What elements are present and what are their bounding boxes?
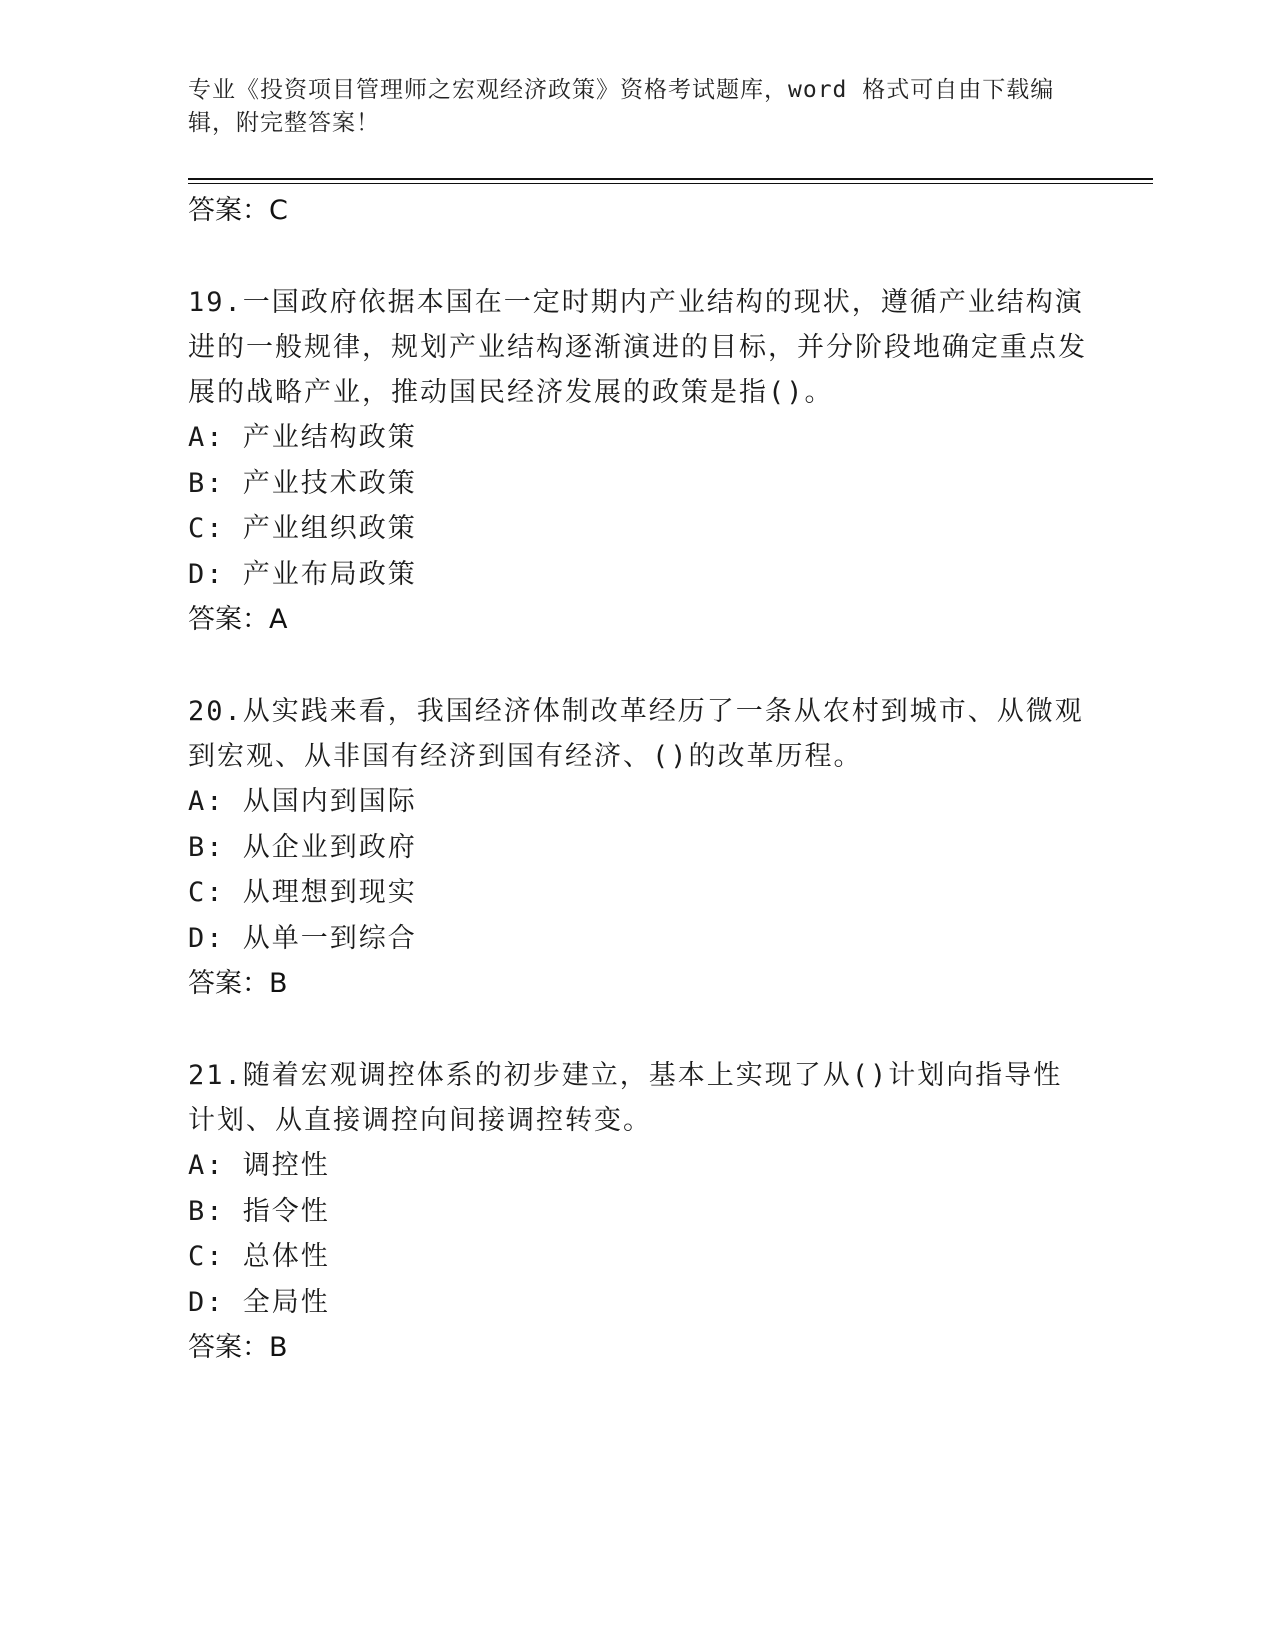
header-divider-thick xyxy=(188,178,1153,180)
option-c: C: 总体性 xyxy=(188,1241,330,1272)
question-stem: 21.随着宏观调控体系的初步建立，基本上实现了从()计划向指导性计划、从直接调控向间接调控转变。 xyxy=(188,1060,1063,1136)
page-header: 专业《投资项目管理师之宏观经济政策》资格考试题库，word 格式可自由下载编辑，附完整答案！ xyxy=(188,77,1055,136)
option-d: D: 从单一到综合 xyxy=(188,922,417,954)
question-stem: 20.从实践来看，我国经济体制改革经历了一条从农村到城市、从微观到宏观、从非国有经济到国有经济、()的改革历程。 xyxy=(188,696,1084,772)
question-stem: 19.一国政府依据本国在一定时期内产业结构的现状，遵循产业结构演进的一般规律，规划产业结构逐渐演进的目标，并分阶段地确定重点发展的战略产业，推动国民经济发展的政策是指()。 xyxy=(188,287,1087,408)
question-list xyxy=(188,188,1088,1417)
header-divider-thin xyxy=(188,183,1153,184)
option-a: A: 调控性 xyxy=(188,1150,330,1181)
option-b: B: 从企业到政府 xyxy=(188,831,417,863)
answer-previous: 答案：C xyxy=(188,195,288,226)
option-a: A: 产业结构政策 xyxy=(188,422,417,453)
option-b: B: 产业技术政策 xyxy=(188,467,417,499)
question-21 xyxy=(188,1053,1088,1371)
question-19 xyxy=(188,280,1088,643)
option-d: D: 产业布局政策 xyxy=(188,558,417,590)
option-c: C: 从理想到现实 xyxy=(188,877,417,908)
option-d: D: 全局性 xyxy=(188,1286,330,1318)
question-answer: 答案：A xyxy=(188,604,288,635)
question-answer: 答案：B xyxy=(188,1332,288,1363)
question-20 xyxy=(188,689,1088,1007)
question-answer: 答案：B xyxy=(188,968,288,999)
option-c: C: 产业组织政策 xyxy=(188,513,417,544)
option-a: A: 从国内到国际 xyxy=(188,786,417,817)
option-b: B: 指令性 xyxy=(188,1195,330,1227)
